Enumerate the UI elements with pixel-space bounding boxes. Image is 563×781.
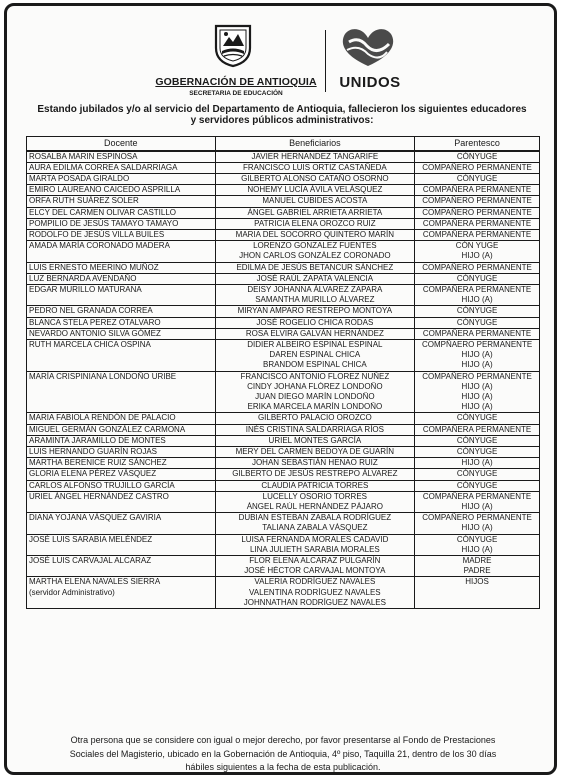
docente-line: ORFA RUTH SUÁREZ SOLER	[29, 196, 139, 206]
docente-line: ARAMINTA JARAMILLO DE MONTES	[29, 435, 166, 445]
table-row	[27, 306, 540, 317]
docente-line: EDGAR MURILLO MATURANA	[29, 284, 142, 294]
docente-line: NEVARDO ANTONIO SILVA GÓMEZ	[29, 328, 161, 338]
parentesco-cell	[415, 339, 540, 371]
parentesco-line: HIJO (A)	[461, 391, 493, 401]
docente-cell	[27, 424, 216, 435]
beneficiarios-cell	[215, 491, 415, 512]
parentesco-cell	[415, 196, 540, 207]
docente-cell	[27, 284, 216, 305]
column-header-parentesco: Parentesco	[415, 137, 540, 151]
beneficiarios-line: ÁNGEL GABRIEL ARRIETA ARRIETA	[247, 207, 383, 217]
beneficiarios-line: VALERIA RODRÍGUEZ NAVALES	[254, 577, 376, 587]
parentesco-cell	[415, 577, 540, 609]
parentesco-line: HIJO (A)	[461, 251, 493, 261]
parentesco-line: HIJO (A)	[461, 458, 493, 468]
table-row	[27, 513, 540, 534]
docente-line: MARTHA ELENA NAVALES SIERRA	[29, 577, 161, 587]
table-row	[27, 162, 540, 173]
parentesco-line: HIJO (A)	[461, 544, 493, 554]
parentesco-cell	[415, 328, 540, 339]
intro-text	[17, 104, 547, 126]
beneficiarios-line: LORENZO GONZALEZ FUENTES	[253, 241, 377, 251]
beneficiarios-cell	[215, 556, 415, 577]
beneficiarios-cell	[215, 262, 415, 273]
table-row	[27, 413, 540, 424]
beneficiarios-cell	[215, 413, 415, 424]
beneficiarios-line: JAVIER HERNANDEZ TANGARIFE	[251, 151, 379, 161]
parentesco-line: COMPAÑERA PERMANENTE	[422, 424, 532, 434]
docente-line: LUIS HERNANDO GUARÍN ROJAS	[29, 446, 158, 456]
parentesco-cell	[415, 241, 540, 262]
beneficiarios-line: INÉS CRISTINA SALDARRIAGA RÍOS	[245, 424, 384, 434]
parentesco-cell	[415, 273, 540, 284]
parentesco-cell	[415, 218, 540, 229]
parentesco-line: CÓNYUGE	[456, 534, 498, 544]
column-header-docente: Docente	[27, 137, 216, 151]
parentesco-line: COMPAÑERO PERMANENTE	[422, 371, 532, 381]
parentesco-line: CÓNYUGE	[456, 435, 498, 445]
table-row	[27, 317, 540, 328]
header-divider	[325, 30, 326, 92]
beneficiarios-line: ÁNGEL RAÚL HERNÁNDEZ PÁJARO	[246, 502, 384, 511]
intro-line: y servidores públicos administrativos:	[190, 115, 374, 126]
beneficiarios-line: ERIKA MARCELA MARÍN LONDOÑO	[247, 402, 383, 412]
docente-cell	[27, 185, 216, 196]
beneficiarios-line: MIRYAN AMPARO RESTREPO MONTOYA	[237, 306, 393, 316]
beneficiarios-line: DEISY JOHANNA ÁLVAREZ ZAPARA	[247, 284, 383, 294]
column-header-beneficiarios: Beneficiarios	[215, 137, 415, 151]
table-row	[27, 458, 540, 469]
docente-line: AURA EDILMA CORREA SALDARRIAGA	[29, 162, 178, 172]
table-row	[27, 371, 540, 413]
docente-line: BLANCA STELA PEREZ OTALVARO	[29, 317, 161, 327]
docente-line: PEDRO NEL GRANADA CORREA	[29, 306, 153, 316]
parentesco-cell	[415, 424, 540, 435]
beneficiarios-cell	[215, 424, 415, 435]
beneficiarios-cell	[215, 469, 415, 480]
docente-cell	[27, 513, 216, 534]
parentesco-line: COMPAÑERO PERMANENTE	[422, 162, 532, 172]
parentesco-cell	[415, 173, 540, 184]
beneficiarios-line: JOHAN SEBASTIÁN HENAO RUIZ	[251, 458, 378, 468]
parentesco-cell	[415, 317, 540, 328]
parentesco-cell	[415, 435, 540, 446]
docente-line: CARLOS ALFONSO TRUJILLO GARCÍA	[29, 480, 175, 490]
table-row	[27, 173, 540, 184]
parentesco-line: COMPAÑERA PERMANENTE	[422, 218, 532, 228]
docente-line: RUTH MARCELA CHICA OSPINA	[29, 339, 151, 349]
parentesco-cell	[415, 162, 540, 173]
parentesco-line: COMPAÑERA PERMANENTE	[422, 284, 532, 294]
header	[7, 12, 554, 96]
parentesco-line: CÓNYUGE	[456, 480, 498, 490]
parentesco-cell	[415, 262, 540, 273]
beneficiarios-line: JUAN DIEGO MARÍN LONDOÑO	[255, 391, 375, 401]
notice-frame	[4, 3, 557, 775]
docente-cell	[27, 556, 216, 577]
parentesco-line: CÓNYUGE	[456, 151, 498, 161]
beneficiarios-line: BRANDOM ESPINAL CHICA	[262, 360, 367, 370]
parentesco-line: HIJO (A)	[461, 381, 493, 391]
beneficiarios-line: FRANCISCO LUIS ORTIZ CASTAÑEDA	[242, 162, 387, 172]
docente-line: LUZ BERNARDA AVENDAÑO	[29, 273, 137, 283]
beneficiarios-cell	[215, 207, 415, 218]
parentesco-line: PADRE	[463, 566, 491, 576]
docente-line: ROSALBA MARIN ESPINOSA	[29, 151, 138, 161]
docente-cell	[27, 218, 216, 229]
table-row	[27, 196, 540, 207]
beneficiarios-line: NOHEMY LUCÍA ÁVILA VELÁSQUEZ	[247, 185, 383, 195]
docente-cell	[27, 317, 216, 328]
beneficiarios-line: ROSA ELVIRA GALVÁN HERNÁNDEZ	[245, 328, 384, 338]
beneficiarios-line: FLOR ELENA ALCARAZ PULGARÍN	[249, 556, 381, 566]
docente-line: MARTA POSADA GIRALDO	[29, 173, 130, 183]
parentesco-line: HIJO (A)	[461, 350, 493, 360]
parentesco-cell	[415, 556, 540, 577]
docente-cell	[27, 446, 216, 457]
beneficiarios-cell	[215, 173, 415, 184]
docente-cell	[27, 262, 216, 273]
antioquia-coat-of-arms-icon	[214, 24, 252, 68]
table-header-row	[27, 137, 540, 151]
beneficiarios-cell	[215, 196, 415, 207]
beneficiarios-line: LINA JULIETH SARABIA MORALES	[249, 544, 380, 554]
docente-cell	[27, 328, 216, 339]
docente-line: ELCY DEL CARMEN OLIVAR CASTILLO	[29, 207, 177, 217]
footer-line: hábiles siguientes a la fecha de esta publicación.	[185, 762, 381, 772]
parentesco-cell	[415, 446, 540, 457]
parentesco-cell	[415, 284, 540, 305]
docente-cell	[27, 196, 216, 207]
docente-line: MARTHA BERENICE RUIZ SÁNCHEZ	[29, 458, 167, 468]
beneficiarios-line: MANUEL CUBIDES ACOSTA	[262, 196, 368, 206]
beneficiarios-line: FRANCISCO ANTONIO FLOREZ NUÑEZ	[240, 371, 390, 381]
beneficiarios-cell	[215, 306, 415, 317]
docente-line: MIGUEL GERMÁN GONZÁLEZ CARMONA	[29, 424, 186, 434]
beneficiarios-line: CLAUDIA PATRICIA TORRES	[261, 480, 369, 490]
parentesco-line: CÓN YUGE	[455, 241, 499, 251]
docente-cell	[27, 207, 216, 218]
table-row	[27, 229, 540, 240]
docente-line: GLORIA ELENA PÉREZ VÁSQUEZ	[29, 469, 157, 479]
beneficiarios-cell	[215, 162, 415, 173]
beneficiarios-cell	[215, 458, 415, 469]
parentesco-cell	[415, 371, 540, 413]
beneficiarios-cell	[215, 446, 415, 457]
beneficiarios-cell	[215, 328, 415, 339]
parentesco-line: HIJOS	[465, 577, 489, 587]
parentesco-line: CÓNYUGE	[456, 413, 498, 423]
parentesco-cell	[415, 207, 540, 218]
beneficiarios-line: MERY DEL CARMEN BEDOYA DE GUARÍN	[235, 446, 395, 456]
parentesco-line: HIJO (A)	[461, 402, 493, 412]
beneficiarios-line: VALENTINA RODRÍGUEZ NAVALES	[249, 587, 381, 597]
docente-cell	[27, 469, 216, 480]
table-row	[27, 262, 540, 273]
table-row	[27, 491, 540, 512]
beneficiarios-cell	[215, 371, 415, 413]
parentesco-line: COMPAÑERO PERMANENTE	[422, 207, 532, 217]
table-row	[27, 273, 540, 284]
docente-cell	[27, 480, 216, 491]
parentesco-cell	[415, 151, 540, 163]
beneficiarios-cell	[215, 480, 415, 491]
beneficiarios-line: EDILMA DE JESÚS BETANCUR SÁNCHEZ	[236, 262, 394, 272]
table-row	[27, 556, 540, 577]
table-row	[27, 469, 540, 480]
docente-line: EMIRO LAUREANO CAICEDO ASPRILLA	[29, 185, 181, 195]
footer-line: Otra persona que se considere con igual o mejor derecho, por favor presentarse al Fondo de Prestaciones	[70, 735, 496, 745]
beneficiarios-line: GILBERTO ALONSO CATAÑO OSORNO	[241, 173, 389, 183]
docente-cell	[27, 534, 216, 555]
table-row	[27, 151, 540, 163]
docente-cell	[27, 162, 216, 173]
docente-cell	[27, 241, 216, 262]
parentesco-cell	[415, 491, 540, 512]
beneficiarios-cell	[215, 339, 415, 371]
parentesco-line: COMPAÑERO PERMANENTE	[422, 513, 532, 523]
docente-cell	[27, 339, 216, 371]
parentesco-line: CÓNYUGE	[456, 317, 498, 327]
parentesco-line: CÓNYUGE	[456, 446, 498, 456]
docente-cell	[27, 435, 216, 446]
parentesco-line: COMPAÑERA PERMANENTE	[422, 328, 532, 338]
beneficiarios-line: LUCELLY OSORIO TORRES	[262, 491, 368, 501]
docente-line: DIANA YOJANA VÁSQUEZ GAVIRIA	[29, 513, 162, 523]
beneficiarios-line: GILBERTO PALACIO OROZCO	[257, 413, 372, 423]
table-row	[27, 241, 540, 262]
parentesco-line: CÓNYUGE	[456, 173, 498, 183]
beneficiarios-line: MARIA DEL SOCORRO QUINTERO MARÍN	[235, 229, 395, 239]
parentesco-line: COMPAÑERA PERMANENTE	[422, 491, 532, 501]
docente-cell	[27, 413, 216, 424]
docente-cell	[27, 458, 216, 469]
beneficiarios-line: JOSÉ RAÚL ZAPATA VALENCIA	[256, 273, 374, 283]
table-row	[27, 424, 540, 435]
beneficiarios-cell	[215, 151, 415, 163]
beneficiarios-line: URIEL MONTES GARCÍA	[268, 435, 362, 445]
unidos-brand: UNIDOS	[339, 74, 401, 91]
parentesco-line: CÓNYUGE	[456, 273, 498, 283]
beneficiarios-cell	[215, 218, 415, 229]
beneficiarios-line: GILBERTO DE JESÚS RESTREPO ÁLVAREZ	[232, 469, 398, 479]
table-row	[27, 435, 540, 446]
table-row	[27, 446, 540, 457]
beneficiarios-line: JOSÉ ROGELIO CHICA RODAS	[256, 317, 374, 327]
docente-cell	[27, 371, 216, 413]
beneficiarios-line: TALIANA ZABALA VÁSQUEZ	[262, 523, 368, 533]
docente-line: JOSÉ LUIS CARVAJAL ALCARAZ	[29, 556, 152, 566]
parentesco-line: COMPAÑERA PERMANENTE	[422, 229, 532, 239]
table-body	[27, 151, 540, 609]
parentesco-line: CÓNYUGE	[456, 306, 498, 316]
parentesco-cell	[415, 306, 540, 317]
beneficiarios-line: DIDIER ALBEIRO ESPINAL ESPINAL	[247, 339, 383, 349]
deceased-educators-table	[26, 136, 540, 609]
beneficiarios-line: JOHNNATHAN RODRÍGUEZ NAVALES	[243, 597, 386, 607]
table-row	[27, 185, 540, 196]
docente-cell	[27, 173, 216, 184]
beneficiarios-cell	[215, 185, 415, 196]
beneficiarios-cell	[215, 284, 415, 305]
beneficiarios-cell	[215, 229, 415, 240]
parentesco-cell	[415, 185, 540, 196]
docente-cell	[27, 273, 216, 284]
parentesco-line: COMPAÑERO PERMANENTE	[422, 262, 532, 272]
parentesco-cell	[415, 229, 540, 240]
docente-line: MARÍA CRISPINIANA LONDOÑO URIBE	[29, 371, 177, 381]
beneficiarios-cell	[215, 435, 415, 446]
table-row	[27, 328, 540, 339]
table-row	[27, 480, 540, 491]
parentesco-cell	[415, 469, 540, 480]
intro-line: Estando jubilados y/o al servicio del Departamento de Antioquia, fallecieron los siguientes educadores	[37, 104, 527, 115]
beneficiarios-line: JOSÉ HÉCTOR CARVAJAL MONTOYA	[244, 566, 386, 576]
docente-line: MARIA FABIOLA RENDÓN DE PALACIO	[29, 413, 176, 423]
department-subtitle: SECRETARIA DE EDUCACIÓN	[189, 90, 283, 97]
parentesco-cell	[415, 534, 540, 555]
docente-line: RODOLFO DE JESÚS VILLA BUILES	[29, 229, 165, 239]
docente-line: URIEL ÁNGEL HERNÁNDEZ CASTRO	[29, 491, 169, 501]
beneficiarios-line: DUBIAN ESTEBAN ZABALA RODRÍGUEZ	[238, 513, 392, 523]
government-title: GOBERNACIÓN DE ANTIOQUIA	[155, 76, 317, 88]
docente-line: AMADA MARÍA CORONADO MADERA	[29, 241, 170, 251]
beneficiarios-line: LUISA FERNANDA MORALES CADAVID	[241, 534, 389, 544]
parentesco-line: HIJO (A)	[461, 523, 493, 533]
table-row	[27, 339, 540, 371]
footer-text	[21, 734, 545, 775]
docente-line: (servidor Administrativo)	[29, 587, 115, 597]
parentesco-line: COMPAÑERA PERMANENTE	[422, 185, 532, 195]
beneficiarios-cell	[215, 317, 415, 328]
parentesco-cell	[415, 513, 540, 534]
docente-cell	[27, 229, 216, 240]
parentesco-line: COMPAÑERO PERMANENTE	[422, 196, 532, 206]
beneficiarios-line: DAREN ESPINAL CHICA	[269, 350, 361, 360]
unidos-logo-icon	[337, 26, 399, 70]
docente-cell	[27, 151, 216, 163]
beneficiarios-cell	[215, 241, 415, 262]
docente-cell	[27, 577, 216, 609]
parentesco-line: COMPÑAERO PERMANENTE	[421, 339, 533, 349]
parentesco-line: MADRE	[462, 556, 492, 566]
parentesco-cell	[415, 458, 540, 469]
table-row	[27, 577, 540, 609]
beneficiarios-line: JHON CARLOS GONZÁLEZ CORONADO	[239, 251, 391, 261]
parentesco-line: CÓNYUGE	[456, 469, 498, 479]
parentesco-line: HIJO (A)	[461, 502, 493, 511]
table-row	[27, 218, 540, 229]
parentesco-line: HIJO (A)	[461, 360, 493, 370]
parentesco-line: HIJO (A)	[461, 295, 493, 305]
table-row	[27, 207, 540, 218]
docente-cell	[27, 306, 216, 317]
parentesco-cell	[415, 413, 540, 424]
table-row	[27, 534, 540, 555]
beneficiarios-cell	[215, 577, 415, 609]
parentesco-cell	[415, 480, 540, 491]
beneficiarios-line: SAMANTHA MURILLO ÁLVAREZ	[255, 295, 375, 305]
footer-line: Sociales del Magisterio, ubicado en la Gobernación de Antioquia, 4º piso, Taquilla 21, dentro de los 30 días	[69, 748, 497, 759]
beneficiarios-line: PATRICIA ELENA OROZCO RUIZ	[254, 218, 376, 228]
docente-cell	[27, 491, 216, 512]
beneficiarios-cell	[215, 534, 415, 555]
beneficiarios-cell	[215, 273, 415, 284]
beneficiarios-cell	[215, 513, 415, 534]
docente-line: JOSÉ LUIS SARABIA MELÉNDEZ	[29, 534, 153, 544]
beneficiarios-line: CINDY JOHANA FLÓREZ LONDOÑO	[247, 381, 383, 391]
docente-line: POMPILIO DE JESÚS TAMAYO TAMAYO	[29, 218, 179, 228]
docente-line: LUIS ERNESTO MEERINO MUÑOZ	[29, 262, 159, 272]
table-row	[27, 284, 540, 305]
